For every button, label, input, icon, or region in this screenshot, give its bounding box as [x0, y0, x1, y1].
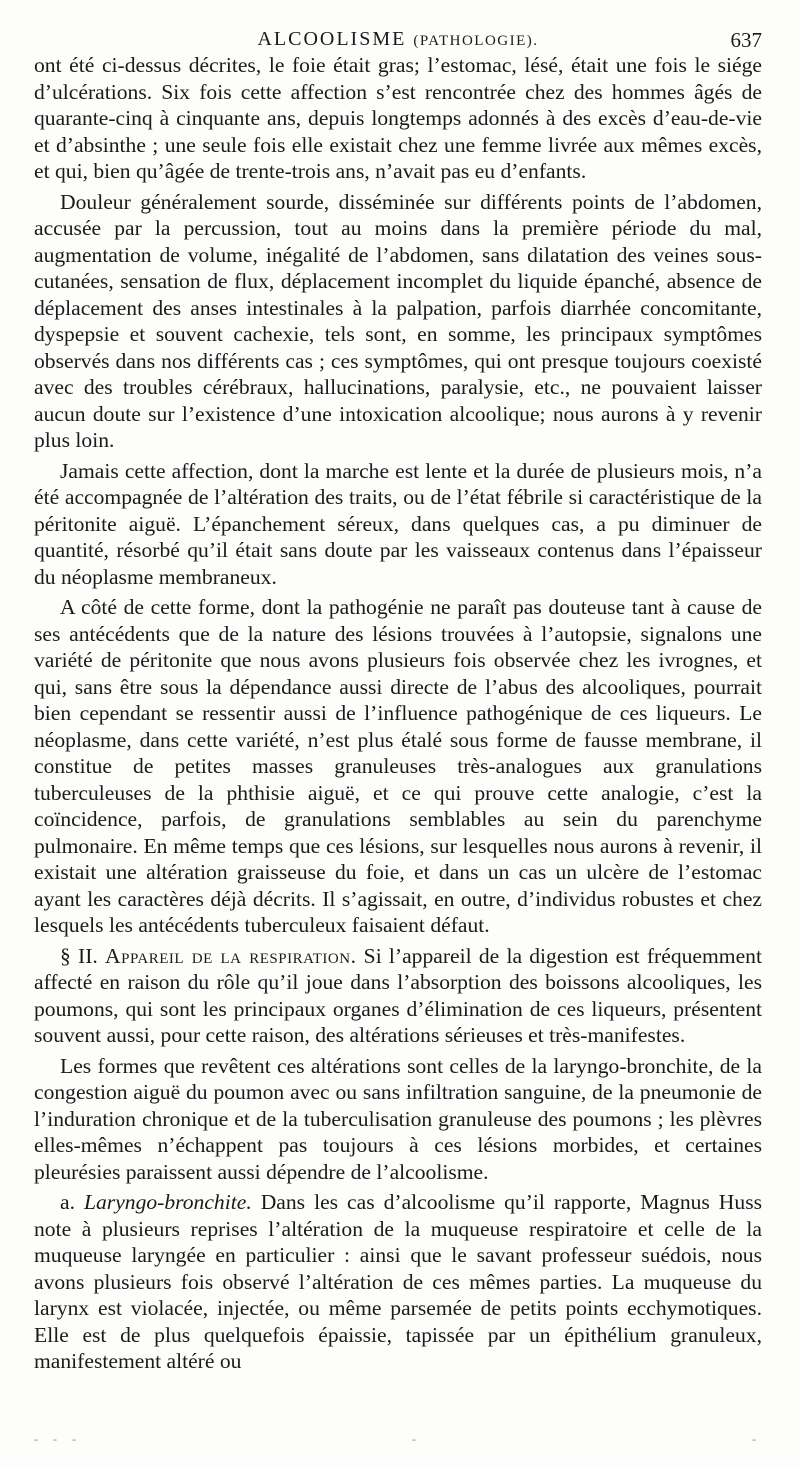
body-text	[34, 52, 762, 1375]
paragraph-continued: ont été ci-dessus décrites, le foie était gras; l’estomac, lésé, était une fois le siége d’ulcérations. Six fois cette affection s’est rencontrée chez des hommes âgés de quarante-cinq à cinquante ans, depuis longtemps adonnés à des excès d’eau-de-vie et d’absinthe ; une seule fois elle existait chez une femme livrée aux mêmes excès, et qui, bien qu’âgée de trente-trois ans, n’avait pas eu d’enfants.	[34, 53, 762, 183]
footer-print-marks	[34, 1432, 762, 1447]
paragraph-symptoms: Douleur généralement sourde, disséminée sur différents points de l’abdomen, accusée par la percussion, tout au moins dans la première période du mal, augmentation de volume, inégalité de l’abdomen, sans dilatation des veines sous-cutanées, sensation de flux, déplacement incomplet du liquide épanché, absence de déplacement des anses intestinales à la palpation, parfois diarrhée concomitante, dyspepsie et souvent cachexie, tels sont, en somme, les principaux symptômes observés dans nos différents cas ; ces symptômes, qui ont presque toujours coexisté avec des troubles cérébraux, hallucinations, paralysie, etc., ne pouvaient laisser aucun doute sur l’existence d’une intoxication alcoolique; nous aurons à y revenir plus loin.	[34, 189, 762, 452]
running-header	[34, 0, 762, 52]
item-lead: a.	[60, 1190, 75, 1214]
paragraph-forms: Les formes que revêtent ces altérations sont celles de la laryngo-bronchite, de la congestion aiguë du poumon avec ou sans infiltration sanguine, de la pneumonie de l’induration chronique et de la tuberculisation granuleuse des poumons ; les plèvres elles-mêmes n’échappent pas toujours à ces lésions morbides, et certaines pleurésies paraissent aussi dépendre de l’alcoolisme.	[34, 1053, 762, 1184]
header-title: ALCOOLISME	[257, 28, 407, 50]
section-mark: § II.	[60, 943, 98, 968]
paragraph-section-respiration	[34, 943, 762, 1049]
section-title: Appareil de la respiration.	[105, 943, 357, 968]
paragraph-course: Jamais cette affection, dont la marche est lente et la durée de plusieurs mois, n’a été accompagnée de l’altération des traits, ou de l’état fébrile si caractéristique de la péritonite aiguë. L’épanchement séreux, dans quelques cas, a pu diminuer de quantité, résorbé qu’il était sans doute par les vaisseaux contenus dans l’épaisseur du néoplasme membraneux.	[34, 458, 762, 589]
section-body: Si l’appareil de la digestion est fréquemment affecté en raison du rôle qu’il joue dans l’absorption des boissons alcooliques, les poumons, qui sont les principaux organes d’élimination de ces liqueurs, présentent souvent aussi, pour cette raison, des altérations sérieuses et très-manifestes.	[34, 943, 762, 1047]
running-title	[34, 28, 762, 51]
footer-dash-mid: -	[412, 1432, 422, 1446]
paragraph-laryngo-bronchite	[34, 1189, 762, 1375]
header-subtitle: (PATHOLOGIE).	[413, 33, 539, 49]
page-number: 637	[730, 28, 762, 52]
footer-dash-left: - - -	[34, 1432, 82, 1446]
item-body: Dans les cas d’alcoolisme qu’il rapporte, Magnus Huss note à plusieurs reprises l’altération de la muqueuse respiratoire et celle de la muqueuse laryngée en particulier : ainsi que le savant professeur suédois, nous avons plusieurs fois observé l’altération de ces mêmes parties. La muqueuse du larynx est violacée, injectée, ou même parsemée de petits points ecchymotiques. Elle est de plus quelquefois épaissie, tapissée par un épithélium granuleux, manifestement altéré ou	[34, 1190, 762, 1373]
footer-dash-right: -	[752, 1432, 762, 1446]
item-title: Laryngo-bronchite.	[83, 1190, 252, 1214]
paragraph-variety: A côté de cette forme, dont la pathogénie ne paraît pas douteuse tant à cause de ses antécédents que de la nature des lésions trouvées à l’autopsie, signalons une variété de péritonite que nous avons plusieurs fois observée chez les ivrognes, et qui, sans être sous la dépendance aussi directe de l’abus des alcooliques, pourrait bien cependant se ressentir aussi de l’influence pathogénique de ces liqueurs. Le néoplasme, dans cette variété, n’est plus étalé sous forme de fausse membrane, il constitue de petites masses granuleuses très-analogues aux granulations tuberculeuses de la phthisie aiguë, et ce qui prouve cette analogie, c’est la coïncidence, parfois, de granulations semblables au sein du parenchyme pulmonaire. En même temps que ces lésions, sur lesquelles nous aurons à revenir, il existait une altération graisseuse du foie, et dans un cas un ulcère de l’estomac ayant les caractères déjà décrits. Il s’agissait, en outre, d’individus robustes et chez lesquels les antécédents tuberculeux faisaient défaut.	[34, 595, 762, 937]
